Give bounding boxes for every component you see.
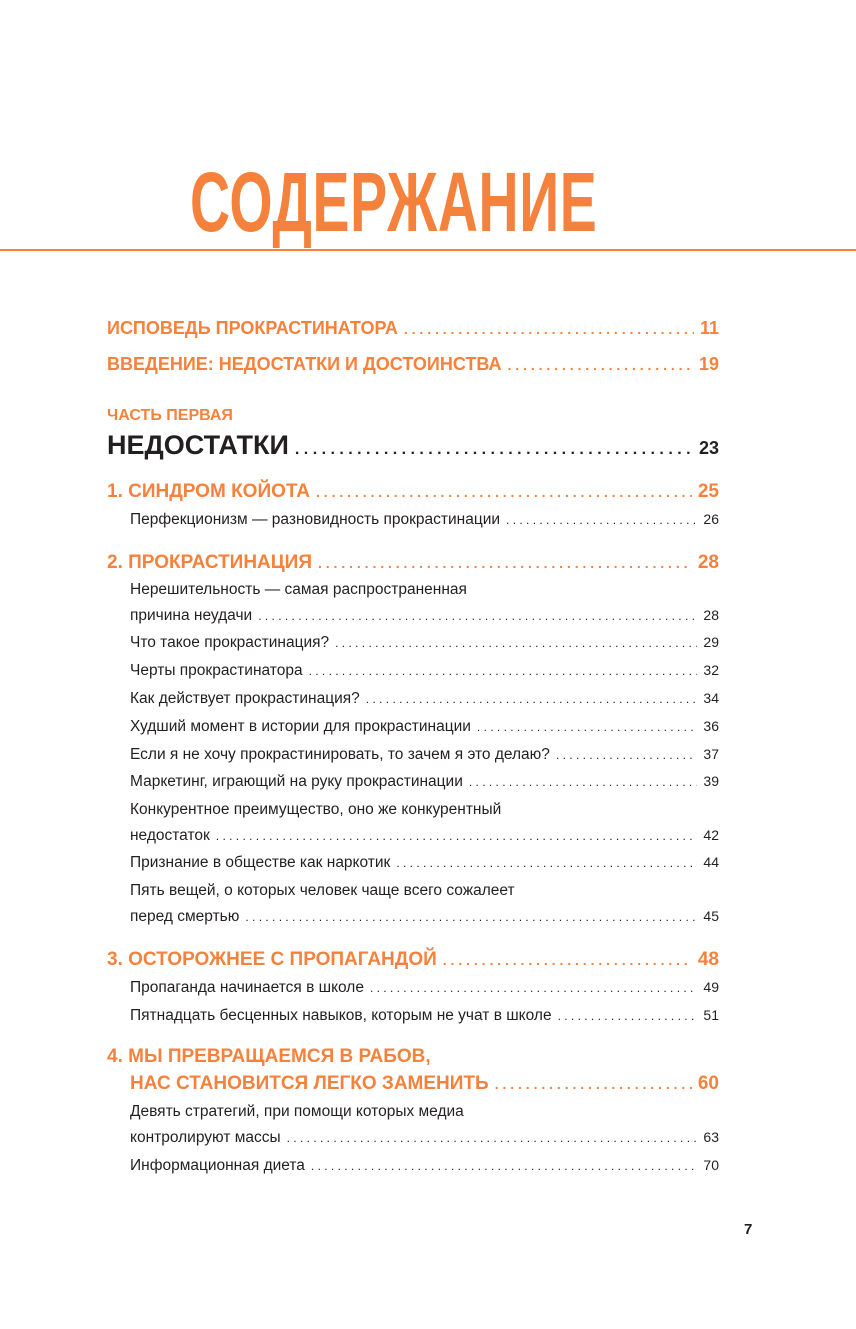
dot-leader xyxy=(311,1159,698,1173)
section-page: 44 xyxy=(703,854,719,870)
dot-leader xyxy=(556,748,697,762)
toc-section[interactable] xyxy=(130,634,719,652)
section-title: Черты прокрастинатора xyxy=(130,662,303,679)
toc-entry-introduction[interactable] xyxy=(107,354,719,375)
section-title-line-1[interactable]: Конкурентное преимущество, оно же конкурентный xyxy=(130,801,502,818)
dot-leader xyxy=(469,775,698,789)
section-title: Если я не хочу прокрастинировать, то зачем я это делаю? xyxy=(130,746,550,763)
section-title: Информационная диета xyxy=(130,1157,305,1174)
toc-entry-title: ВВЕДЕНИЕ: НЕДОСТАТКИ И ДОСТОИНСТВА xyxy=(107,354,502,374)
section-title-line-1[interactable]: Девять стратегий, при помощи которых медиа xyxy=(130,1103,464,1120)
section-page: 70 xyxy=(703,1157,719,1173)
dot-leader xyxy=(316,484,692,500)
dot-leader xyxy=(558,1009,698,1023)
section-title-line-1[interactable]: Нерешительность — самая распространенная xyxy=(130,581,467,598)
chapter-title: 2. ПРОКРАСТИНАЦИЯ xyxy=(107,552,312,573)
toc-section[interactable] xyxy=(130,827,719,845)
toc-entry-page: 11 xyxy=(699,318,719,338)
toc-chapter-1[interactable] xyxy=(107,481,719,503)
section-title-line-2: недостаток xyxy=(130,827,210,844)
toc-part-title[interactable] xyxy=(107,430,719,461)
dot-leader xyxy=(318,555,692,571)
section-page: 37 xyxy=(703,746,719,762)
page-number: 7 xyxy=(744,1221,753,1238)
section-page: 51 xyxy=(703,1007,719,1023)
section-title-line-2: контролируют массы xyxy=(130,1129,281,1146)
section-page: 63 xyxy=(703,1129,719,1145)
dot-leader xyxy=(216,829,698,843)
section-title-line-1[interactable]: Пять вещей, о которых человек чаще всего сожалеет xyxy=(130,882,515,899)
section-page: 45 xyxy=(703,908,719,924)
section-title-line-2: перед смертью xyxy=(130,908,240,925)
chapter-page: 25 xyxy=(697,481,719,502)
toc-section[interactable] xyxy=(130,662,719,680)
dot-leader xyxy=(287,1131,698,1145)
dot-leader xyxy=(258,609,697,623)
dot-leader xyxy=(396,856,697,870)
title-divider xyxy=(0,249,856,251)
chapter-title: 1. СИНДРОМ КОЙОТА xyxy=(107,481,311,502)
toc-section[interactable] xyxy=(130,746,719,764)
dot-leader xyxy=(335,636,697,650)
toc-chapter-4[interactable] xyxy=(130,1073,719,1095)
toc-section[interactable] xyxy=(130,979,719,997)
dot-leader xyxy=(477,720,698,734)
part-title: НЕДОСТАТКИ xyxy=(107,430,289,460)
part-label: ЧАСТЬ ПЕРВАЯ xyxy=(107,407,233,424)
chapter-page: 48 xyxy=(697,949,719,970)
section-page: 49 xyxy=(703,979,719,995)
toc-chapter-2[interactable] xyxy=(107,552,719,574)
chapter-title: 3. ОСТОРОЖНЕЕ С ПРОПАГАНДОЙ xyxy=(107,949,437,970)
chapter-page: 60 xyxy=(697,1073,719,1094)
section-title: Как действует прокрастинация? xyxy=(130,690,360,707)
toc-section[interactable] xyxy=(130,1129,719,1147)
section-page: 39 xyxy=(703,773,719,789)
dot-leader xyxy=(443,952,692,968)
section-page: 32 xyxy=(703,662,719,678)
dot-leader xyxy=(507,357,692,373)
section-title: Пятнадцать бесценных навыков, которым не учат в школе xyxy=(130,1007,552,1024)
dot-leader xyxy=(370,981,697,995)
dot-leader xyxy=(295,441,693,459)
dot-leader xyxy=(245,910,697,924)
dot-leader xyxy=(506,513,697,527)
toc-section[interactable] xyxy=(130,718,719,736)
section-title: Пропаганда начинается в школе xyxy=(130,979,364,996)
toc-section[interactable] xyxy=(130,773,719,791)
section-title: Маркетинг, играющий на руку прокрастинации xyxy=(130,773,463,790)
dot-leader xyxy=(404,321,694,337)
section-title: Худший момент в истории для прокрастинации xyxy=(130,718,471,735)
toc-section[interactable] xyxy=(130,511,719,529)
section-page: 29 xyxy=(703,634,719,650)
toc-chapter-3[interactable] xyxy=(107,949,719,971)
toc-section[interactable] xyxy=(130,607,719,625)
section-title: Перфекционизм — разновидность прокрастинации xyxy=(130,511,501,528)
toc-entry-page: 19 xyxy=(698,354,719,374)
section-title: Что такое прокрастинация? xyxy=(130,634,330,651)
section-page: 28 xyxy=(703,607,719,623)
part-page: 23 xyxy=(698,438,719,458)
toc-section[interactable] xyxy=(130,1007,719,1025)
page-title: СОДЕРЖАНИЕ xyxy=(190,155,598,249)
toc-entry-title: ИСПОВЕДЬ ПРОКРАСТИНАТОРА xyxy=(107,318,398,338)
section-page: 26 xyxy=(703,511,719,527)
toc-section[interactable] xyxy=(130,1157,719,1175)
section-title-line-2: причина неудачи xyxy=(130,607,253,624)
section-page: 36 xyxy=(703,718,719,734)
dot-leader xyxy=(495,1076,692,1092)
section-page: 34 xyxy=(703,690,719,706)
chapter-title-line-1[interactable]: 4. МЫ ПРЕВРАЩАЕМСЯ В РАБОВ, xyxy=(107,1046,431,1067)
chapter-page: 28 xyxy=(697,552,719,573)
section-title: Признание в обществе как наркотик xyxy=(130,854,391,871)
toc-section[interactable] xyxy=(130,690,719,708)
chapter-title-line-2: НАС СТАНОВИТСЯ ЛЕГКО ЗАМЕНИТЬ xyxy=(130,1073,489,1094)
section-page: 42 xyxy=(703,827,719,843)
dot-leader xyxy=(366,692,698,706)
toc-entry-confession[interactable] xyxy=(107,318,719,339)
toc-section[interactable] xyxy=(130,854,719,872)
dot-leader xyxy=(309,664,698,678)
toc-section[interactable] xyxy=(130,908,719,926)
